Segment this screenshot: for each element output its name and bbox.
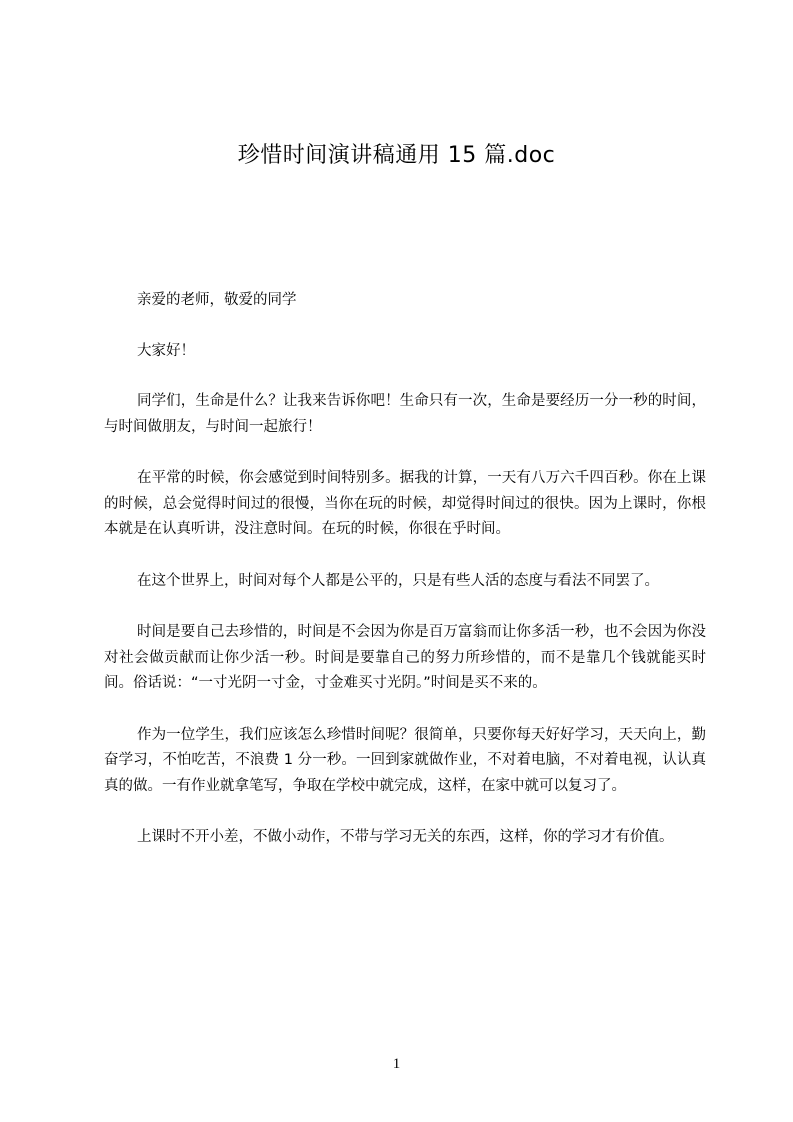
page-number: 1 <box>392 1056 401 1072</box>
document-body <box>104 288 706 877</box>
paragraph-class: 上课时不开小差，不做小动作，不带与学习无关的东西，这样，你的学习才有价值。 <box>137 829 674 845</box>
paragraph-cherish: 时间是要自己去珍惜的，时间是不会因为你是百万富翁而让你多活一秒，也不会因为你没对社会做贡献而让你少活一秒。时间是要靠自己的努力所珍惜的，而不是靠几个钱就能买时间。俗话说：“一寸光阴一寸金，寸金难买寸光阴。”时间是买不来的。 <box>104 624 706 691</box>
paragraph-greeting: 大家好！ <box>137 342 195 359</box>
paragraph-salutation: 亲爱的老师，敬爱的同学 <box>137 292 297 308</box>
paragraph-student: 作为一位学生，我们应该怎么珍惜时间呢？很简单，只要你每天好好学习，天天向上，勤奋学习，不怕吃苦，不浪费 1 分一秒。一回到家就做作业，不对着电脑，不对着电视，认认真真的做。一有作业就拿笔写，争取在学校中就完成，这样，在家中就可以复习了。 <box>104 726 706 794</box>
paragraph-time-feeling: 在平常的时候，你会感觉到时间特别多。据我的计算，一天有八万六千四百秒。你在上课的时候，总会觉得时间过的很慢，当你在玩的时候，却觉得时间过的很快。因为上课时，你根本就是在认真听讲，没注意时间。在玩的时候，你很在乎时间。 <box>104 470 706 537</box>
paragraph-fairness: 在这个世界上，时间对每个人都是公平的，只是有些人活的态度与看法不同罢了。 <box>137 572 659 589</box>
document-title: 珍惜时间演讲稿通用 15 篇.doc <box>237 143 556 168</box>
paragraph-life: 同学们，生命是什么？让我来告诉你吧！生命只有一次，生命是要经历一分一秒的时间，与时间做朋友，与时间一起旅行！ <box>104 393 706 435</box>
